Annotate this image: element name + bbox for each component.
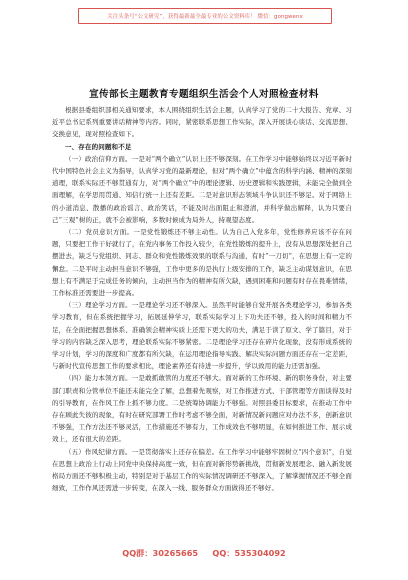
intro-paragraph: 根据县委组织部相关通知要求，本人围绕组织生活会主题，认真学习了党的二十大报告、党章、习近平总书记系列重要讲话精神等内容。同时，紧密联系思想工作实际，深入开展谈心谈话、交流思想、交换意见，现对照检查如下。 bbox=[52, 106, 352, 139]
section-discipline: （五）作风纪律方面。一是贯彻落实上还存在偏差。在工作学习中能够牢固树立“四个意识”，自觉在思想上政治上行动上同党中央保持高度一致，但在面对新形势新挑战，贯彻新发展理念、融入新发展格局方面还不够积极主动，特别是对于基层工作的实际情况调研还不够深入，了解掌握情况还不够全面细致，工作作风还需进一步转变，在深入一线、服务群众方面做得还不够好。 bbox=[52, 447, 352, 493]
document-body bbox=[52, 104, 352, 495]
section-party-awareness: （二）党员意识方面。一是党性锻炼还不够主动性。认为自己入党多年，党性修养应该不存在问题，只要把工作干好就行了，在党内事务工作投入较少，在党性锻炼的提升上，没有从思想深处把自己摆进去，缺乏与党组织、同志、群众和党性锻炼效果的联系与沟通，有时“一刀切”，在思想上有一定的懈怠。二是平时主动担当意识不够强，工作中更多的是执行上级安排的工作，缺乏主动谋划意识，在思想上有不满足于完成任务的倾向，主动担当作为的精神有所欠缺，遇到困难和问题有时存在畏难情绪，工作标准还需要进一步提高。 bbox=[52, 228, 352, 298]
section-political-belief: （一）政治信仰方面。一是对“两个确立”认识上还不够深刻。在工作学习中能够始终以习近平新时代中国特色社会主义为指导，认真学习党的最新理论，但对“两个确立”中蕴含的科学内涵、精神的深刻道理，联系实际还不够贯通有力，对“两个确立”中的理论逻辑、历史逻辑和实践逻辑，未能完全做到全面理解，在学思用贯通、知信行统一上还有差距。二是对意识形态领域斗争认识还不够足。对于网络上的小道消息、散播的政治谣言、政治笑话，不能及时出面阻止和澄清，并科学做出解释，认为只要自己“三观”树的正，就不会被影响，多数时候成为局外人，持观望态度。 bbox=[52, 154, 352, 224]
section-ability: （四）能力本领方面。一是敢抓敢管的力度还不够大。面对新的工作环境、新的职务身份，对主要部门职责和分管单位不能还未能完全了解，总想着先观察，对工作推进方式、干部管理等方面谈得及时的引导教育，在作风工作上抓不够力度。二是统筹协调能力不够强。对照县委目标要求，在推动工作中存在顾此失彼的现象，有时在研究部署工作时考虑不够全面，对新情况新问题应对办法不多，创新意识不够强，工作方法还不够灵活，工作措施还不够有力，工作成效也不够明显，在如何推进工作、展示成效上，还有很大的差距。 bbox=[52, 374, 352, 444]
document-title: 宣传部长主题教育专题组织生活会个人对照检查材料 bbox=[89, 89, 319, 100]
header-banner: 关注头条号“公文研究”，获得最新最全最专业的公文资料库！ 微信：gongwenx bbox=[78, 8, 332, 24]
section-heading: 一、存在的问题和不足 bbox=[65, 142, 132, 151]
section-theory-study: （三）理论学习方面。一是理论学习还不够深入。虽然平时能够自觉开展各类理论学习，参加各类学习教育，但在系统把握学习，拓展延伸学习，联系实际学习上下功夫还不够，投入的时间和精力不足，在全面把握思想体系、准确领会精神实质上还需下更大的功夫，满足于读了原文、学了篇目，对于学习的内容缺乏深入思考，理论联系实际不够紧密。二是理论学习还存在碎片化现象，没有形成系统的学习计划，学习的深度和广度都有所欠缺，在运用理论指导实践、解决实际问题方面还存在一定差距，与新时代宣传思想工作的要求相比，理论素养还有待进一步提升，学以致用的能力还需加强。 bbox=[52, 301, 352, 371]
footer-contact: QQ群：30265665 QQ：535304092 bbox=[122, 548, 286, 558]
